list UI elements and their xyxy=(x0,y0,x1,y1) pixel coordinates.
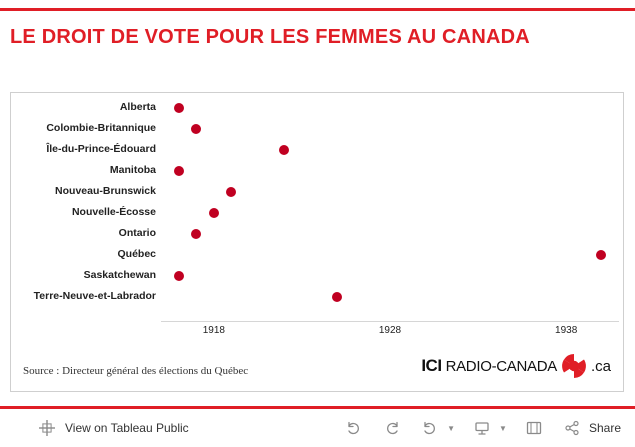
chart-row xyxy=(11,202,623,223)
chart-row xyxy=(11,286,623,307)
axis-tick: 1918 xyxy=(202,325,225,336)
chart-rows xyxy=(11,97,623,307)
chart-row-track xyxy=(161,223,619,244)
chart-row xyxy=(11,223,623,244)
axis-tick: 1938 xyxy=(555,325,578,336)
chart-row-label: Québec xyxy=(117,248,156,260)
toolbar-left-group[interactable] xyxy=(0,417,189,439)
pause-icon[interactable] xyxy=(471,417,493,439)
chart-row-label: Terre-Neuve-et-Labrador xyxy=(33,290,156,302)
chart-row-track xyxy=(161,202,619,223)
chart-row xyxy=(11,139,623,160)
chart-row-label: Nouvelle-Écosse xyxy=(71,206,156,218)
chart-point[interactable] xyxy=(191,229,201,239)
chart-point[interactable] xyxy=(332,292,342,302)
chart-row xyxy=(11,265,623,286)
reset-icon[interactable] xyxy=(419,417,441,439)
top-accent-rule xyxy=(0,8,635,11)
chart-row-track xyxy=(161,265,619,286)
undo-icon[interactable] xyxy=(343,417,365,439)
logo-ca-text: .ca xyxy=(590,357,611,375)
redo-icon[interactable] xyxy=(381,417,403,439)
chart-point[interactable] xyxy=(174,103,184,113)
fullscreen-icon[interactable] xyxy=(523,417,545,439)
source-note: Source : Directeur général des élections du Québec xyxy=(23,365,249,377)
chart-row xyxy=(11,160,623,181)
logo-radio-canada-text: RADIO-CANADA xyxy=(445,357,557,375)
chart-point[interactable] xyxy=(209,208,219,218)
axis-tick: 1928 xyxy=(378,325,402,336)
tableau-icon[interactable] xyxy=(36,417,58,439)
chart-row-label: Manitoba xyxy=(109,164,156,176)
chart-row-track xyxy=(161,97,619,118)
chart-row-label: Île-du-Prince-Édouard xyxy=(46,143,156,155)
chart-row xyxy=(11,181,623,202)
chevron-down-icon-2[interactable]: ▼ xyxy=(499,423,507,433)
chart-row-track xyxy=(161,244,619,265)
tableau-toolbar xyxy=(0,409,635,447)
chart-row-track xyxy=(161,286,619,307)
toolbar-right-group xyxy=(343,417,635,439)
chart-row-track xyxy=(161,118,619,139)
radio-canada-gem-icon xyxy=(561,354,587,378)
share-label[interactable]: Share xyxy=(588,421,621,435)
chart-row-track xyxy=(161,160,619,181)
share-icon[interactable] xyxy=(561,417,583,439)
page-title: LE DROIT DE VOTE POUR LES FEMMES AU CANADA xyxy=(10,26,530,48)
chart-row-label: Nouveau-Brunswick xyxy=(55,185,156,197)
chart-row-track xyxy=(161,139,619,160)
chart-row xyxy=(11,244,623,265)
chart-point[interactable] xyxy=(226,187,236,197)
chart-x-axis xyxy=(161,321,619,345)
chart-row-label: Saskatchewan xyxy=(83,269,156,281)
radio-canada-logo xyxy=(421,351,611,381)
share-button[interactable] xyxy=(561,417,621,439)
chart-point[interactable] xyxy=(596,250,606,260)
chart-point[interactable] xyxy=(191,124,201,134)
chart-row-label: Colombie-Britannique xyxy=(46,122,156,134)
chart-point[interactable] xyxy=(174,271,184,281)
chart-row-label: Alberta xyxy=(119,101,156,113)
chart-row xyxy=(11,118,623,139)
chart-point[interactable] xyxy=(174,166,184,176)
chevron-down-icon[interactable]: ▼ xyxy=(447,423,456,433)
chart-container xyxy=(10,92,624,392)
chart-row-label: Ontario xyxy=(118,227,156,239)
chart-plot-area xyxy=(11,93,623,336)
logo-ici-text: ICI xyxy=(421,356,442,375)
chart-row xyxy=(11,97,623,118)
chart-row-track xyxy=(161,181,619,202)
axis-line xyxy=(161,321,619,322)
view-on-tableau-public-label[interactable]: View on Tableau Public xyxy=(65,421,189,435)
chart-point[interactable] xyxy=(279,145,289,155)
